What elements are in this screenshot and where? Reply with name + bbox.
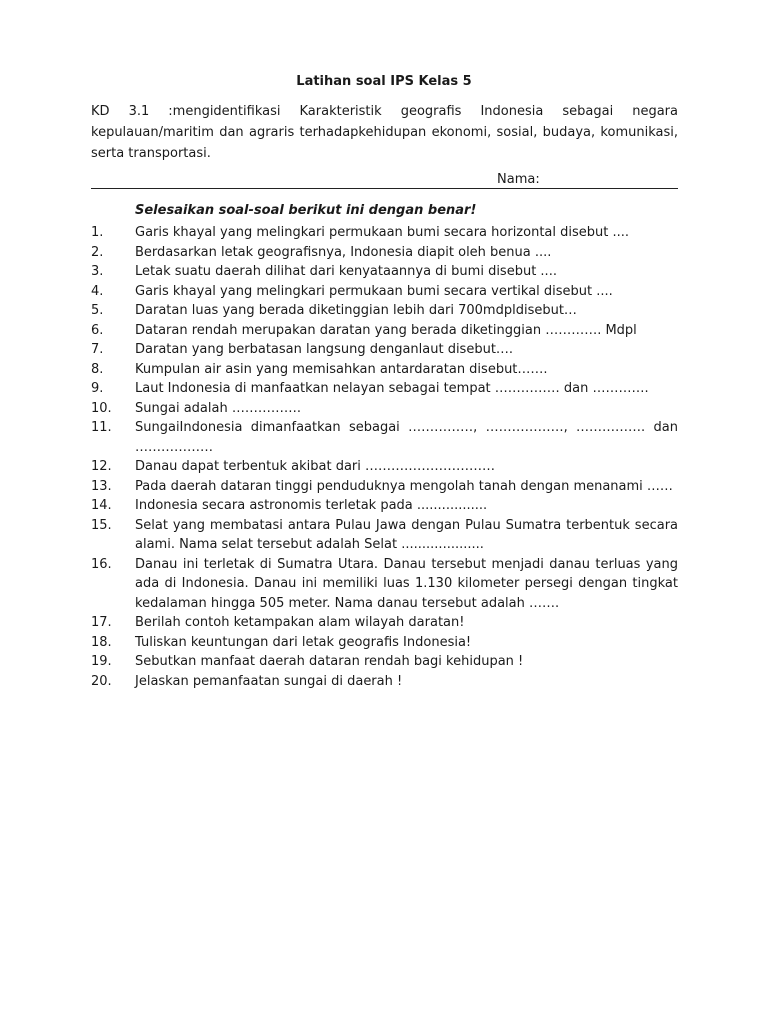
competency-statement: KD 3.1 :mengidentifikasi Karakteristik geografis Indonesia sebagai negara kepulauan/maritim dan agraris terhadapkehidupan ekonomi, sosial, budaya, komunikasi, serta transportasi. xyxy=(91,104,678,161)
question-number: 17. xyxy=(91,615,112,630)
question-number: 2. xyxy=(91,244,104,260)
question-text: Garis khayal yang melingkari permukaan bumi secara vertikal disebut .... xyxy=(135,283,613,299)
question-text: Daratan luas yang berada diketinggian lebih dari 700mdpldisebut… xyxy=(135,303,577,318)
question-item xyxy=(91,613,678,633)
question-text: Pada daerah dataran tinggi penduduknya mengolah tanah dengan menanami …… xyxy=(135,478,673,494)
question-item xyxy=(91,243,678,263)
question-number: 14. xyxy=(91,498,112,513)
question-text: Kumpulan air asin yang memisahkan antardaratan disebut……. xyxy=(135,361,548,377)
question-text: Daratan yang berbatasan langsung denganlaut disebut…. xyxy=(135,342,514,357)
worksheet-title: Latihan soal IPS Kelas 5 xyxy=(296,74,472,89)
question-item xyxy=(91,672,678,692)
question-text: Sungai adalah ……………. xyxy=(135,400,301,416)
question-item xyxy=(91,360,678,380)
question-text: Dataran rendah merupakan daratan yang berada diketinggian …………. Mdpl xyxy=(135,322,637,338)
question-number: 7. xyxy=(91,342,104,357)
question-text: Selat yang membatasi antara Pulau Jawa dengan Pulau Sumatra terbentuk secara alami. Nama selat tersebut adalah Selat .................... xyxy=(135,517,678,552)
question-item xyxy=(91,496,678,516)
question-item xyxy=(91,555,678,614)
question-number: 5. xyxy=(91,303,104,318)
question-item xyxy=(91,223,678,243)
question-number: 12. xyxy=(91,459,112,474)
question-number: 16. xyxy=(91,556,112,572)
name-label: Nama: xyxy=(497,172,540,187)
question-text: Sebutkan manfaat daerah dataran rendah bagi kehidupan ! xyxy=(135,654,524,669)
question-text: Laut Indonesia di manfaatkan nelayan sebagai tempat …………… dan …………. xyxy=(135,381,649,396)
question-number: 8. xyxy=(91,361,104,377)
question-text: Jelaskan pemanfaatan sungai di daerah ! xyxy=(135,673,403,689)
instruction-text: Selesaikan soal-soal berikut ini dengan benar! xyxy=(135,203,477,218)
question-number: 1. xyxy=(91,225,104,240)
question-number: 13. xyxy=(91,478,112,494)
question-item xyxy=(91,652,678,672)
question-item xyxy=(91,282,678,302)
question-item xyxy=(91,301,678,321)
question-item xyxy=(91,379,678,399)
question-item xyxy=(91,477,678,497)
question-text: Danau ini terletak di Sumatra Utara. Danau tersebut menjadi danau terluas yang ada di Indonesia. Danau ini memiliki luas 1.130 kilometer persegi dengan tingkat kedalaman hingga 505 meter. Nama danau tersebut adalah ……. xyxy=(135,556,678,611)
question-text: SungaiIndonesia dimanfaatkan sebagai ……………, ………………, ……………. dan ……………… xyxy=(135,420,678,455)
question-text: Berdasarkan letak geografisnya, Indonesia diapit oleh benua .... xyxy=(135,244,552,260)
question-item xyxy=(91,516,678,555)
question-item xyxy=(91,399,678,419)
question-text: Berilah contoh ketampakan alam wilayah daratan! xyxy=(135,615,465,630)
question-number: 19. xyxy=(91,654,112,669)
question-number: 4. xyxy=(91,283,104,299)
question-item xyxy=(91,633,678,653)
question-number: 15. xyxy=(91,517,112,533)
question-item xyxy=(91,457,678,477)
question-text: Garis khayal yang melingkari permukaan bumi secara horizontal disebut .... xyxy=(135,225,630,240)
question-number: 18. xyxy=(91,634,112,650)
question-number: 3. xyxy=(91,264,104,279)
question-text: Tuliskan keuntungan dari letak geografis Indonesia! xyxy=(135,634,472,650)
question-item xyxy=(91,340,678,360)
question-item xyxy=(91,262,678,282)
question-item xyxy=(91,321,678,341)
question-number: 10. xyxy=(91,400,112,416)
question-number: 9. xyxy=(91,381,104,396)
question-list xyxy=(91,223,678,691)
question-text: Indonesia secara astronomis terletak pada ................. xyxy=(135,498,488,513)
question-text: Danau dapat terbentuk akibat dari ………………………… xyxy=(135,459,496,474)
question-text: Letak suatu daerah dilihat dari kenyataannya di bumi disebut .... xyxy=(135,264,557,279)
question-item xyxy=(91,418,678,457)
question-number: 6. xyxy=(91,322,104,338)
name-rule-divider xyxy=(91,188,678,189)
question-number: 11. xyxy=(91,420,112,435)
question-number: 20. xyxy=(91,673,112,689)
